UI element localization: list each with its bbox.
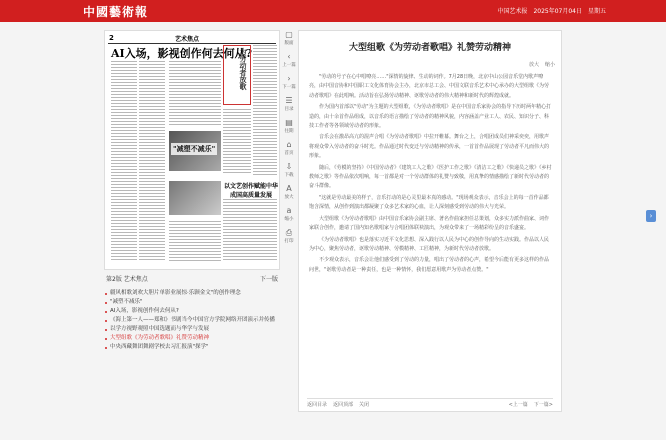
tool-print[interactable] [282,228,296,250]
back-to-toc-link[interactable]: 返回目录 [307,401,328,408]
article-panel [298,30,562,412]
tool-layout[interactable] [282,30,296,52]
page-number: 2 [109,34,114,42]
list-icon: ☰ [285,96,293,105]
site-name[interactable]: 中国艺术报 [497,8,528,15]
tool-label: 缩小 [284,217,294,222]
layout-icon: ▢ [285,30,293,39]
next-page-link[interactable]: 下一版 [259,276,278,283]
article-footer [307,398,553,407]
close-link[interactable]: 关闭 [359,401,370,408]
article-paragraph: 音乐会在激昂高亢的混声合唱《为劳动者歌唱》中拉开帷幕。舞台之上，合唱团成员们神采奕奕，用歌声将观众带入劳动者的奋斗时光。作品通过时代变迁与劳动精神的传承，一首首作品展现了劳动者平凡而伟大的形象。 [309,134,550,160]
issue-date: 2025年07月04日 [533,8,582,15]
tool-label: 首页 [284,151,294,156]
tool-label: 打印 [284,239,294,244]
story-item-active[interactable]: 大型组歌《为劳动者歌唱》礼赞劳动精神 [104,334,280,343]
article-paragraph: "劳动的号子在心中唱嘹亮……"深情的旋律、生动的词作。7月28日晚，北京中山公园音乐堂内歌声嘹亮，由中国音协和中国职工文化体育协会主办，北京市总工会、中国文联音乐艺术中心承办的大型组歌《为劳动者歌唱》在此唱响。活动旨在弘扬劳动精神、讴歌劳动者的伟大精神和新时代的辉煌成就。 [309,74,550,99]
article-title: 大型组歌《为劳动者歌唱》礼赞劳动精神 [348,43,511,53]
article-paragraph: 不少观众表示，音乐会让他们感受到了劳动的力量，唱出了劳动者的心声，希望今后能有更多这样的作品问世，"讴歌劳动者是一种责任，也是一种情怀，我们愿意用歌声为劳动者点赞。" [309,257,550,273]
tool-download[interactable] [282,162,296,184]
story-item[interactable]: AI入场，影视创作何去何从? [104,307,280,316]
tool-label: 目录 [284,107,294,112]
page-vertical-title[interactable]: 为劳动者放歌 [223,45,251,105]
text-block[interactable] [139,61,165,261]
next-article-link[interactable]: 下一篇> [533,401,553,408]
prev-article-link[interactable]: <上一篇 [508,401,528,408]
newspaper-page-thumbnail[interactable] [104,30,280,270]
site-logo[interactable]: 中國藝術報 [83,5,149,19]
zoom-in-icon: A [286,184,292,193]
tool-zoom-in[interactable] [282,184,296,206]
story-item[interactable]: 以学方视野观照中国选题而与华学与发展 [104,325,280,334]
text-block[interactable] [111,61,137,261]
article-paragraph: "这就是劳动最美的样子，音乐打动的是心灵里最本真的感动。"现场观众表示，音乐会上的每一首作品都饱含深情，从创作到演出都凝聚了众多艺术家的心血，让人深刻感受到劳动的伟大与光荣。 [309,194,549,211]
tool-toc[interactable] [282,96,296,118]
page-panel [104,30,280,352]
page-section: 艺术焦点 [175,36,200,43]
header-meta [497,6,606,15]
download-icon: ⇩ [285,162,293,171]
page-nav [104,274,280,283]
page-sub-headline[interactable]: 以文艺创作赋能中华成国高质量发展 [223,183,278,199]
tool-zoom-out[interactable] [282,206,296,228]
tool-label: 放大 [284,195,294,200]
current-page-label: 第2版 艺术焦点 [106,276,148,283]
tool-label: 下载 [284,173,294,178]
zoom-out-button[interactable]: 缩小 [544,62,555,68]
story-item[interactable]: 中央西藏舞团舞剧学校去习汇报演"探学" [104,343,280,352]
tool-label: 往期 [284,129,294,134]
tool-label: 下一篇 [282,85,296,90]
tool-home[interactable] [282,140,296,162]
back-to-top-link[interactable]: 返回顶部 [333,401,354,408]
text-block[interactable] [169,221,221,261]
next-icon: › [287,74,291,83]
top-bar [0,0,666,22]
article-paragraph: 大型组歌《为劳动者歌唱》由中国音乐家协会副主席、著名作曲家担任总策划，众多实力派作曲家、词作家联合创作，邀请了国内知名歌唱家与合唱团体联袂演出，为观众带来了一场精彩纷呈的音乐盛宴。 [309,215,550,232]
zoom-in-button[interactable]: 放大 [528,62,539,68]
tool-label: 版面 [284,41,294,46]
story-list [104,289,280,352]
print-icon: ⎙ [285,228,293,237]
text-block[interactable] [253,45,277,175]
prev-icon: ‹ [287,52,291,61]
page-stamp: "减塑不减乐" [173,145,216,153]
tool-prev[interactable] [282,52,296,74]
zoom-out-icon: a [286,206,292,215]
story-item[interactable]: 疆风相歌刘欢大胆片单影业展惊·乐颢金文"的创作理念 [104,289,280,298]
article-body [309,73,553,277]
article-font-tools [529,61,555,68]
expand-icon: › [649,212,653,220]
page-rule [108,43,276,44]
story-item[interactable]: "减塑不减乐" [104,298,280,307]
story-item[interactable]: 《海上第一人——郑和》书剧当今中国官方学院网络开团演示并传播 [104,316,280,325]
tool-archive[interactable] [282,118,296,140]
article-paragraph: 随后，《劳模的坚持》《中国劳动者》《建筑工人之歌》《医护工作之歌》《清洁工之歌》《快递员之歌》《乡村教师之歌》等作品依次唱响，每一首都是对一个劳动群体的礼赞与致敬，用真挚的情感描绘了新时代劳动者的奋斗群像。 [309,164,552,190]
toolbar [282,30,296,250]
page-headline[interactable]: AI入场，影视创作何去何从? [111,47,253,60]
text-block[interactable] [169,61,221,127]
tool-next[interactable] [282,74,296,96]
article-paragraph: 《为劳动者歌唱》也是落实习近平文化思想、深入践行以人民为中心的创作导向的生动实践。作品以人民为中心，聚焦劳动者，讴歌劳动精神、劳模精神、工匠精神，为新时代劳动者放歌。 [309,236,550,252]
floating-side-button[interactable] [646,210,656,222]
tool-label: 上一篇 [282,63,296,68]
archive-icon: ▤ [285,118,293,127]
weekday: 星期五 [587,8,606,15]
home-icon: ⌂ [286,140,292,149]
article-paragraph: 作为国内首部以"劳动"为主题的大型组歌，《为劳动者歌唱》是在中国音乐家协会的指导下历时两年精心打造的，由十余首作品组成，以音乐的语言描绘了劳动者的精神风貌，内容涵盖产业工人、农民、知识分子、科技工作者等各领域劳动者的形象。 [309,104,552,130]
text-block[interactable] [223,199,277,261]
page-photo[interactable] [169,181,221,215]
text-block[interactable] [223,109,251,175]
